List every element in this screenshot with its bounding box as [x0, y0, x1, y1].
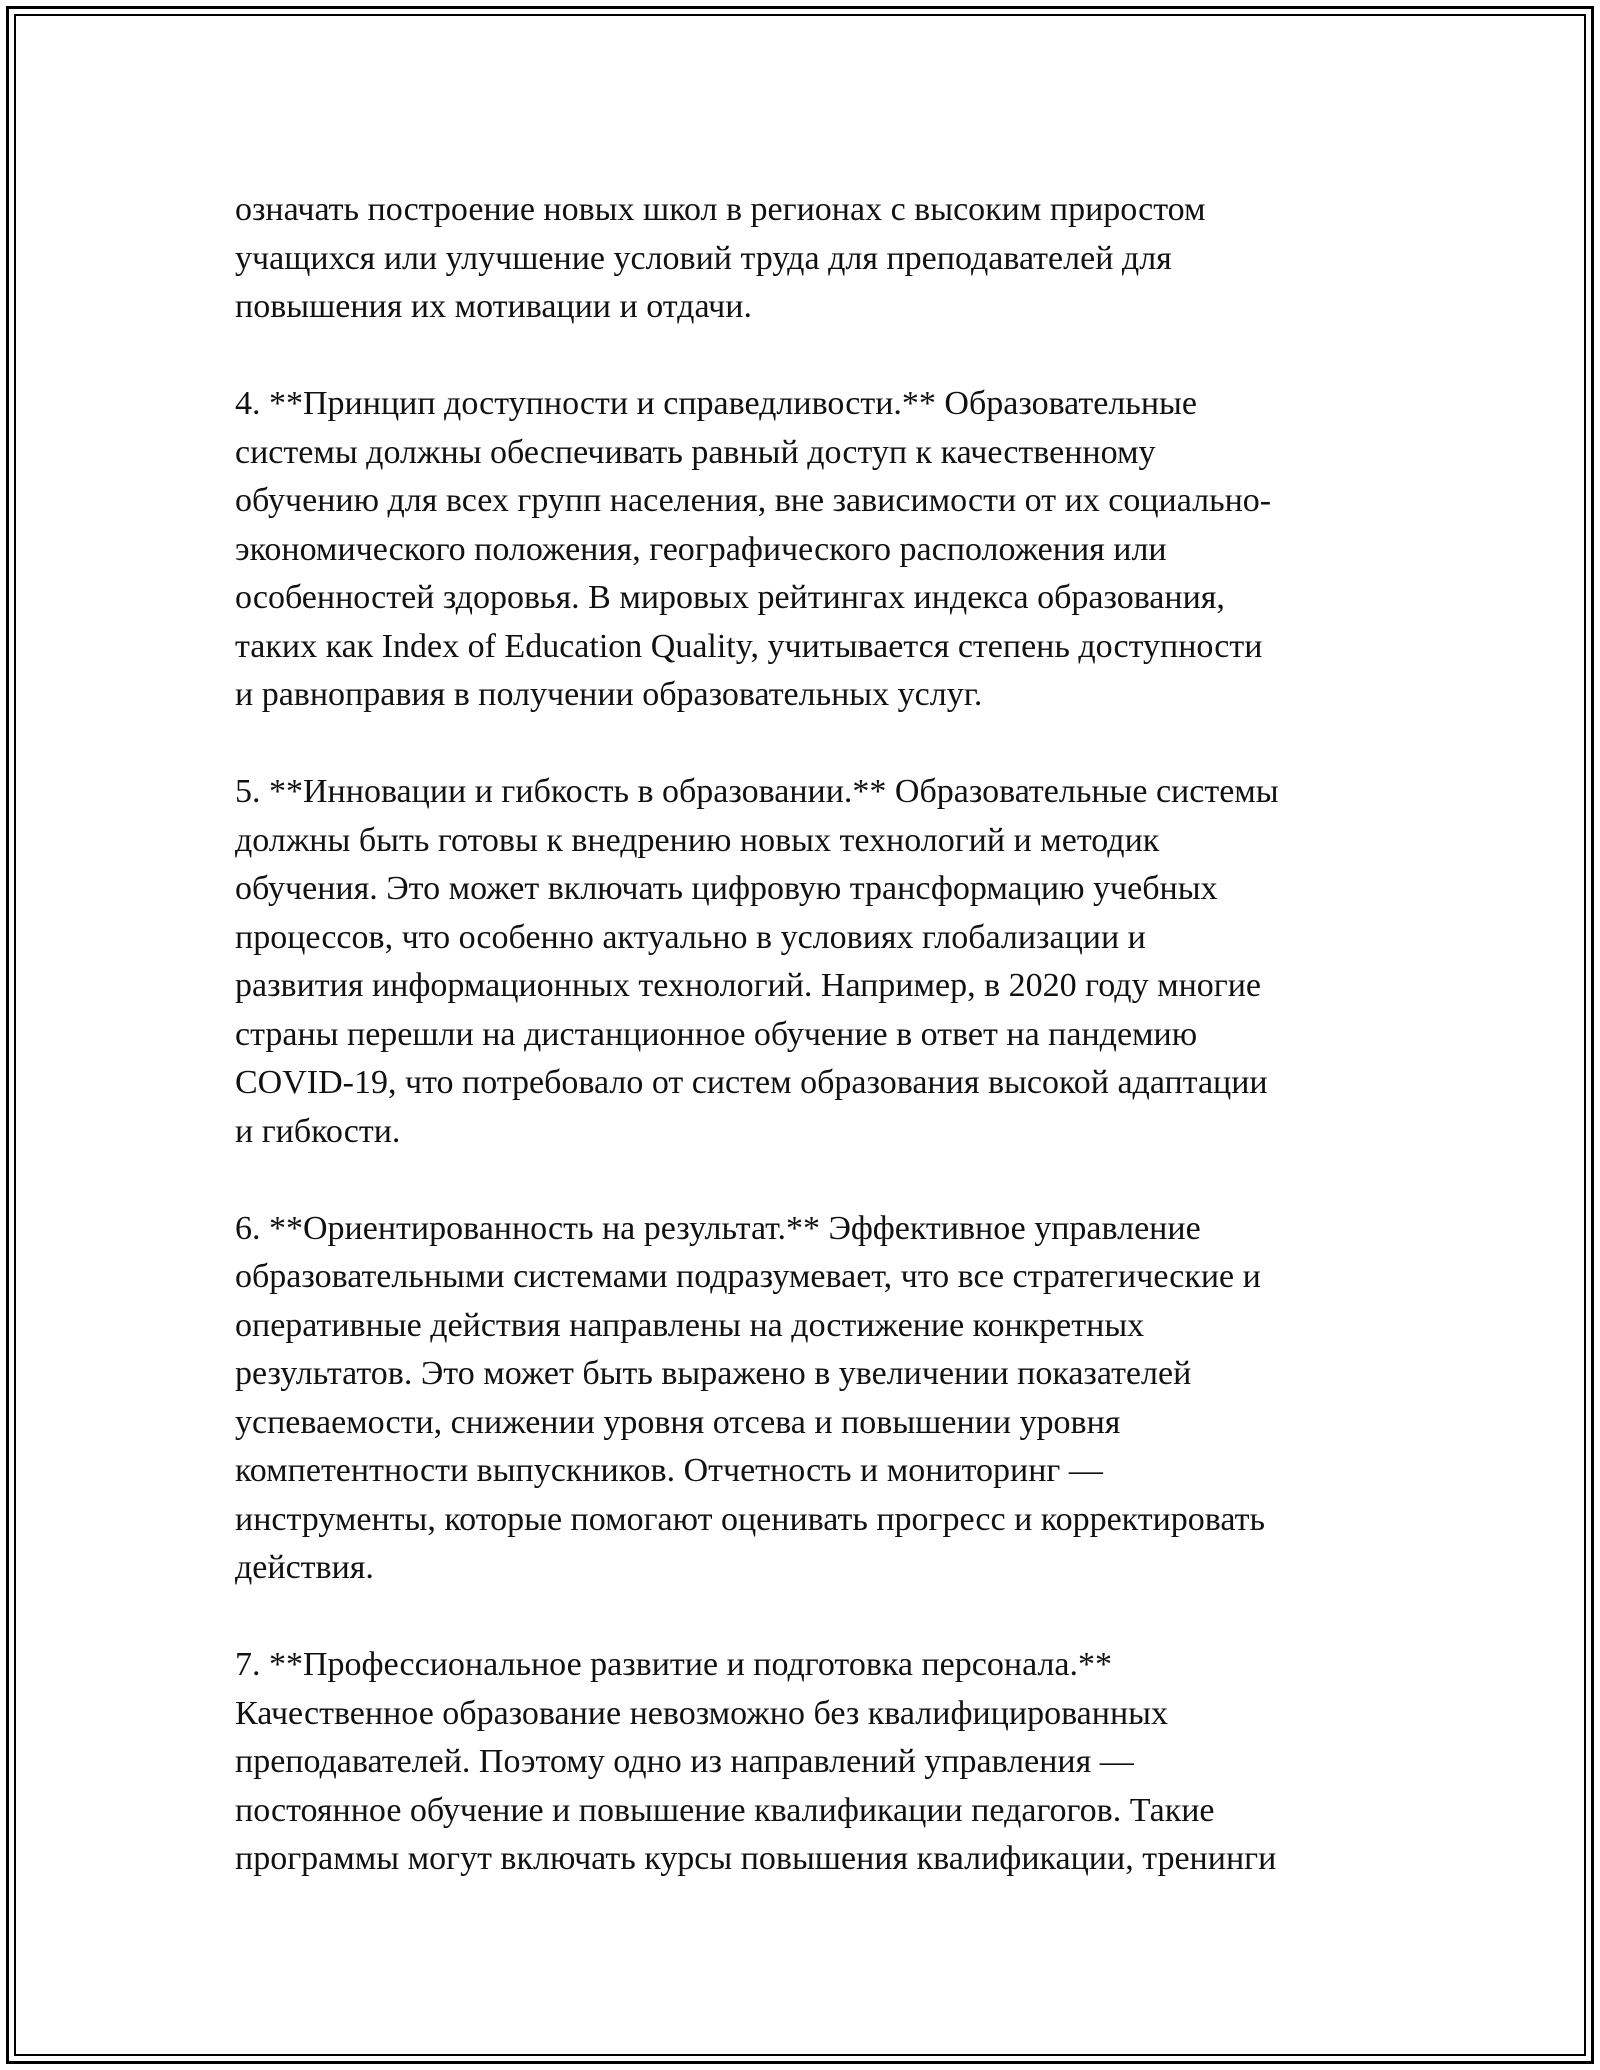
text-line: 7. **Профессиональное развитие и подготовка персонала.** [235, 1646, 1113, 1683]
text-line: образовательными системами подразумевает, что все стратегические и [235, 1258, 1261, 1295]
text-line: развития информационных технологий. Например, в 2020 году многие [235, 967, 1262, 1004]
text-line: означать построение новых школ в регионах с высоким приростом [235, 191, 1206, 228]
text-line: учащихся или улучшение условий труда для преподавателей для [235, 239, 1172, 277]
text-line: обучению для всех групп населения, вне зависимости от их социально- [235, 482, 1272, 519]
paragraph [235, 1641, 1415, 1884]
text-line: 5. **Инновации и гибкость в образовании.** Образовательные системы [235, 773, 1279, 810]
text-line: особенностей здоровья. В мировых рейтингах индекса образования, [235, 579, 1225, 616]
text-line: процессов, что особенно актуально в условиях глобализации и [235, 918, 1146, 956]
text-line: должны быть готовы к внедрению новых технологий и методик [235, 821, 1160, 859]
text-line: повышения их мотивации и отдачи. [235, 288, 752, 325]
document-body [235, 186, 1415, 1932]
paragraph [235, 768, 1415, 1156]
text-line: экономического положения, географического расположения или [235, 530, 1167, 568]
text-line: 6. **Ориентированность на результат.** Эффективное управление [235, 1209, 1201, 1247]
text-line: оперативные действия направлены на достижение конкретных [235, 1306, 1145, 1344]
text-line: компетентности выпускников. Отчетность и мониторинг — [235, 1452, 1103, 1489]
text-line: и равноправия в получении образовательных услуг. [235, 676, 983, 713]
text-line: и гибкости. [235, 1112, 401, 1150]
text-line: страны перешли на дистанционное обучение в ответ на пандемию [235, 1015, 1198, 1053]
text-line: таких как Index of Education Quality, учитывается степень доступности [235, 627, 1263, 665]
text-line: обучения. Это может включать цифровую трансформацию учебных [235, 870, 1218, 907]
text-line: успеваемости, снижении уровня отсева и повышении уровня [235, 1403, 1121, 1441]
text-line: инструменты, которые помогают оценивать прогресс и корректировать [235, 1500, 1265, 1538]
text-line: Качественное образование невозможно без квалифицированных [235, 1694, 1169, 1732]
text-line: постоянное обучение и повышение квалификации педагогов. Такие [235, 1791, 1215, 1829]
text-line: действия. [235, 1549, 374, 1586]
text-line: COVID-19, что потребовало от систем образования высокой адаптации [235, 1064, 1268, 1101]
text-line: программы могут включать курсы повышения квалификации, тренинги [235, 1840, 1277, 1877]
paragraph [235, 1205, 1415, 1593]
text-line: 4. **Принцип доступности и справедливости.** Образовательные [235, 385, 1197, 422]
text-line: результатов. Это может быть выражено в увеличении показателей [235, 1355, 1192, 1392]
paragraph [235, 380, 1415, 720]
text-line: системы должны обеспечивать равный доступ к качественному [235, 433, 1156, 471]
text-line: преподавателей. Поэтому одно из направлений управления — [235, 1743, 1134, 1780]
paragraph [235, 186, 1415, 332]
